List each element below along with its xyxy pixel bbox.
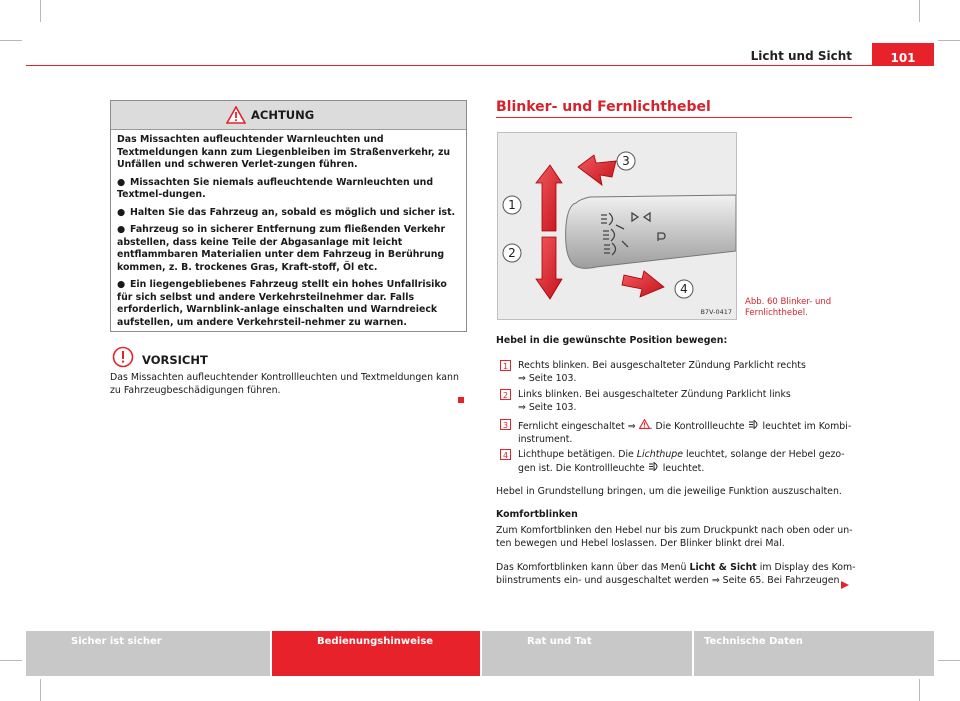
lead-text: Hebel in die gewünschte Position bewegen:	[496, 335, 728, 346]
crop-mark	[40, 679, 41, 701]
subsection-title: Komfortblinken	[496, 509, 578, 520]
figure-label-4: 4	[680, 282, 688, 296]
footer-tab-rat[interactable]: Rat und Tat	[482, 631, 692, 676]
figure-label-3: 3	[622, 154, 630, 168]
crop-mark	[919, 0, 920, 22]
caution-title: VORSICHT	[142, 353, 208, 367]
warning-title: ACHTUNG	[251, 108, 315, 122]
item-number-2: 2	[500, 389, 511, 400]
warning-header	[111, 101, 466, 130]
chapter-title: Licht und Sicht	[750, 49, 852, 63]
figure-label-1: 1	[508, 198, 516, 212]
warning-bullet: ● Fahrzeug so in sicherer Entfernung zum fließenden Verkehr abstellen, dass keine Teile der Abgasanlage mit leicht entflammbaren Materialien unter dem Fahrzeug in Berührung kommen, z. B. trockenes Gras, Kraft-stoff, Öl etc.	[117, 224, 446, 273]
crop-mark	[0, 40, 22, 41]
lever-shape	[566, 195, 736, 268]
warning-bullet: ● Halten Sie das Fahrzeug an, sobald es möglich und sicher ist.	[117, 206, 456, 218]
return-text: Hebel in Grundstellung bringen, um die jeweilige Funktion auszuschalten.	[496, 486, 842, 497]
caution-text: Das Missachten aufleuchtender Kontrollleuchten und Textmeldungen kann zu Fahrzeugbeschädigungen führen.	[110, 372, 459, 396]
figure-code: B7V-0417	[700, 308, 732, 316]
section-title: Blinker- und Fernlichthebel	[496, 99, 711, 115]
warning-intro: Das Missachten aufleuchtender Warnleuchten und Textmeldungen kann zum Liegenbleiben im Straßenverkehr, zu Unfällen und schweren Verlet-zungen führen.	[117, 134, 451, 170]
crop-mark	[0, 660, 22, 661]
item-number-3: 3	[500, 419, 511, 430]
footer-tab-bedienung[interactable]: Bedienungshinweise	[272, 631, 480, 676]
page-number: 101	[872, 43, 934, 66]
list-item: Rechts blinken. Bei ausgeschalteter Zündung Parklicht rechts ⇒ Seite 103.	[518, 360, 806, 384]
list-item: Fernlicht eingeschaltet ⇒ . Die Kontrollleuchte leuchtet im Kombi- instrument.	[518, 421, 852, 445]
section-rule	[496, 117, 852, 118]
footer-tab-sicher[interactable]: Sicher ist sicher	[26, 631, 270, 676]
header-rule	[26, 65, 934, 66]
crop-mark	[938, 40, 960, 41]
crop-mark	[938, 660, 960, 661]
caution-icon	[112, 346, 134, 368]
list-item: Links blinken. Bei ausgeschalteter Zündung Parklicht links ⇒ Seite 103.	[518, 389, 791, 413]
continue-arrow-icon	[840, 580, 850, 590]
arrow-up	[536, 165, 562, 231]
item-number-4: 4	[500, 449, 511, 460]
arrow-high-beam	[578, 155, 616, 185]
high-beam-icon	[648, 462, 660, 471]
crop-mark	[919, 679, 920, 701]
item-number-1: 1	[500, 360, 511, 371]
footer-tab-technik[interactable]: Technische Daten	[694, 631, 934, 676]
high-beam-icon	[748, 420, 760, 429]
warning-triangle-icon	[226, 106, 246, 124]
list-item: Lichthupe betätigen. Die Lichthupe leuchtet, solange der Hebel gezo- gen ist. Die Kontrollleuchte leuchtet.	[518, 449, 845, 474]
warning-box	[110, 100, 467, 332]
figure-label-2: 2	[508, 246, 516, 260]
lever-illustration	[498, 133, 736, 319]
figure-caption: Abb. 60 Blinker- und Fernlichthebel.	[745, 297, 832, 318]
section-end-mark	[458, 397, 464, 403]
lever-figure	[497, 132, 737, 320]
crop-mark	[40, 0, 41, 22]
arrow-down	[536, 237, 562, 299]
warning-triangle-icon	[639, 419, 650, 429]
warning-bullet: ● Missachten Sie niemals aufleuchtende Warnleuchten und Textmel-dungen.	[117, 176, 434, 200]
arrow-flash	[622, 271, 664, 297]
comfort-paragraph-2: Das Komfortblinken kann über das Menü Licht & Sicht im Display des Kom- biinstruments ein- und ausgeschaltet werden ⇒ Seite 65. Bei Fahrzeugen	[496, 562, 856, 586]
comfort-paragraph-1: Zum Komfortblinken den Hebel nur bis zum Druckpunkt nach oben oder un-ten bewegen und Hebel loslassen. Der Blinker blinkt drei Mal.	[496, 525, 853, 549]
warning-bullet: ● Ein liegengebliebenes Fahrzeug stellt ein hohes Unfallrisiko für sich selbst und andere Verkehrsteilnehmer dar. Falls erforderlich, Warnblink-anlage einschalten und Warndreieck aufstellen, um andere Verkehrsteil-nehmer zu warnen.	[117, 279, 447, 328]
